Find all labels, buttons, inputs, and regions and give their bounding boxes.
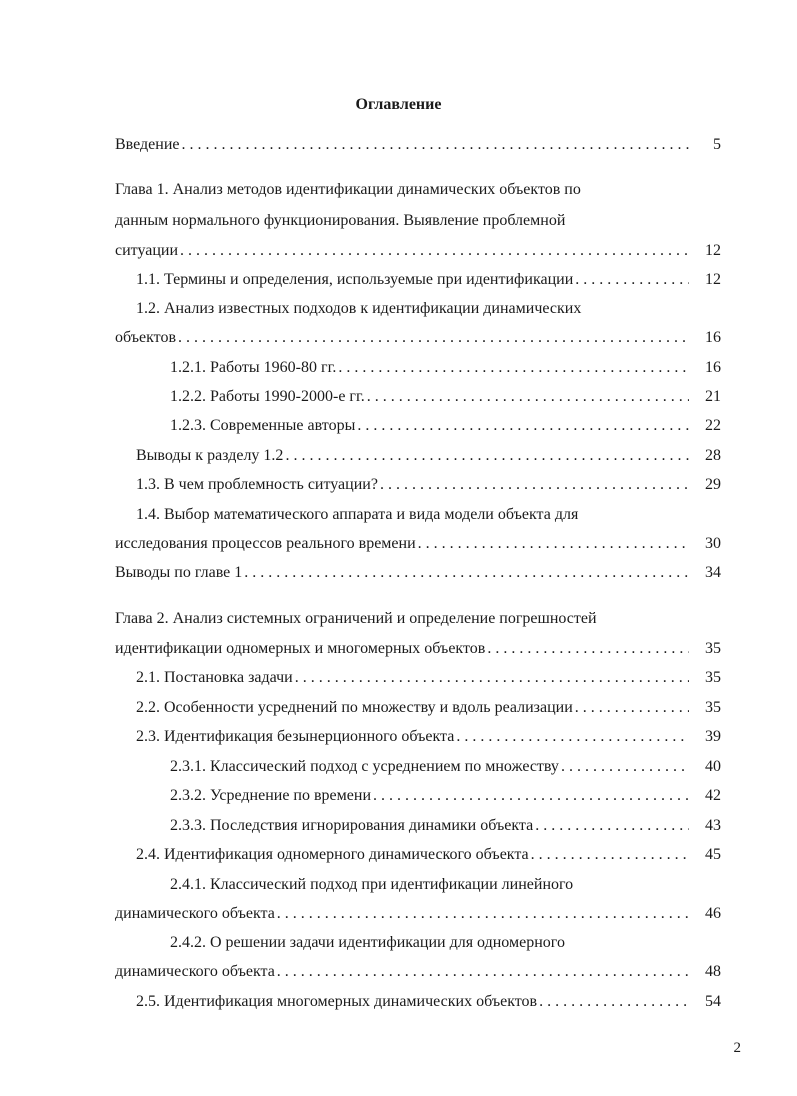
toc-entry-conclusions-1-2[interactable] <box>136 444 721 466</box>
toc-entry-1-1[interactable] <box>136 268 721 290</box>
dot-leader <box>380 475 689 495</box>
entry-page: 46 <box>705 905 721 922</box>
toc-entry-1-2-2[interactable] <box>170 385 721 407</box>
dot-leader <box>277 962 689 982</box>
entry-page: 35 <box>705 640 721 657</box>
entry-title: Выводы по главе 1 <box>115 564 243 581</box>
toc-entry-chapter-2-line-2[interactable] <box>115 637 721 659</box>
entry-page: 43 <box>705 817 721 834</box>
dot-leader <box>487 639 689 659</box>
entry-title: 2.4. Идентификация одномерного динамического объекта <box>136 846 529 863</box>
toc-entry-1-2-line-2[interactable] <box>115 326 721 348</box>
dot-leader <box>418 534 689 554</box>
toc-entry-2-3-3[interactable] <box>170 814 721 836</box>
entry-page: 12 <box>705 271 721 288</box>
dot-leader <box>285 446 689 466</box>
toc-entry-1-2-line-1[interactable] <box>136 297 637 319</box>
dot-leader <box>277 904 689 924</box>
entry-page: 35 <box>705 669 721 686</box>
toc-entry-2-4[interactable] <box>136 843 721 865</box>
entry-page: 12 <box>705 242 721 259</box>
entry-page: 42 <box>705 787 721 804</box>
entry-page: 16 <box>705 329 721 346</box>
entry-title: Выводы к разделу 1.2 <box>136 447 284 464</box>
toc-entry-2-3-1[interactable] <box>170 755 721 777</box>
toc-entry-1-2-1[interactable] <box>170 356 721 378</box>
entry-page: 54 <box>705 993 721 1010</box>
dot-leader <box>575 270 689 290</box>
entry-title: 1.2.1. Работы 1960-80 гг. <box>170 359 337 376</box>
entry-title: 1.3. В чем проблемность ситуации? <box>136 476 378 493</box>
entry-page: 48 <box>705 963 721 980</box>
dot-leader <box>373 786 689 806</box>
toc-entry-2-4-2-line-2[interactable] <box>115 960 721 982</box>
dot-leader <box>180 241 689 261</box>
entry-title: идентификации одномерных и многомерных объектов <box>115 640 486 657</box>
entry-title: 2.3.1. Классический подход с усреднением по множеству <box>170 758 559 775</box>
entry-title: 1.1. Термины и определения, используемые при идентификации <box>136 271 574 288</box>
entry-title: 1.2.2. Работы 1990-2000-е гг. <box>170 388 365 405</box>
entry-title: 2.5. Идентификация многомерных динамических объектов <box>136 993 538 1010</box>
entry-title: 2.2. Особенности усреднений по множеству и вдоль реализации <box>136 699 573 716</box>
entry-title: динамического объекта <box>115 963 275 980</box>
dot-leader <box>575 698 689 718</box>
entry-page: 35 <box>705 699 721 716</box>
toc-entry-introduction[interactable] <box>115 133 721 155</box>
entry-page: 29 <box>705 476 721 493</box>
entry-title: данным нормального функционирования. Выявление проблемной <box>115 212 566 229</box>
dot-leader <box>367 387 689 407</box>
dot-leader <box>178 328 689 348</box>
entry-title: 2.1. Постановка задачи <box>136 669 293 686</box>
entry-title: 2.4.2. О решении задачи идентификации для одномерного <box>170 934 565 951</box>
entry-title: объектов <box>115 329 177 346</box>
entry-title: 2.3.2. Усреднение по времени <box>170 787 371 804</box>
dot-leader <box>338 358 689 378</box>
toc-entry-2-3-2[interactable] <box>170 784 721 806</box>
entry-title: 1.4. Выбор математического аппарата и вида модели объекта для <box>136 506 579 523</box>
entry-title: 2.3. Идентификация безынерционного объекта <box>136 728 455 745</box>
toc-entry-2-2[interactable] <box>136 696 721 718</box>
toc-entry-2-1[interactable] <box>136 666 721 688</box>
page-title: Оглавление <box>355 96 442 113</box>
entry-title: Введение <box>115 136 180 153</box>
toc-entry-chapter-2-line-1[interactable] <box>115 607 637 629</box>
toc-entry-chapter-1-line-3[interactable] <box>115 239 721 261</box>
dot-leader <box>531 845 689 865</box>
dot-leader <box>357 416 689 436</box>
toc-entry-2-4-2-line-1[interactable] <box>170 931 637 953</box>
entry-page: 21 <box>705 388 721 405</box>
entry-page: 45 <box>705 846 721 863</box>
entry-title: 2.4.1. Классический подход при идентификации линейного <box>170 876 574 893</box>
entry-page: 5 <box>713 136 721 153</box>
page-number: 2 <box>733 1040 741 1056</box>
toc-entry-1-4-line-1[interactable] <box>136 503 637 525</box>
dot-leader <box>535 816 689 836</box>
entry-title: динамического объекта <box>115 905 275 922</box>
entry-title: исследования процессов реального времени <box>115 535 416 552</box>
toc-entry-2-4-1-line-1[interactable] <box>170 873 637 895</box>
entry-title: Глава 2. Анализ системных ограничений и определение погрешностей <box>115 610 597 627</box>
entry-title: 2.3.3. Последствия игнорирования динамики объекта <box>170 817 534 834</box>
entry-page: 28 <box>705 447 721 464</box>
entry-page: 39 <box>705 728 721 745</box>
entry-page: 34 <box>705 564 721 581</box>
entry-page: 22 <box>705 417 721 434</box>
toc-entry-2-3[interactable] <box>136 725 721 747</box>
entry-page: 16 <box>705 359 721 376</box>
entry-title: Глава 1. Анализ методов идентификации динамических объектов по <box>115 181 581 198</box>
toc-entry-1-4-line-2[interactable] <box>115 532 721 554</box>
dot-leader <box>456 727 689 747</box>
toc-entry-conclusions-chapter-1[interactable] <box>115 561 721 583</box>
toc-entry-1-2-3[interactable] <box>170 414 721 436</box>
entry-page: 30 <box>705 535 721 552</box>
entry-page: 40 <box>705 758 721 775</box>
dot-leader <box>295 668 689 688</box>
toc-entry-2-4-1-line-2[interactable] <box>115 902 721 924</box>
dot-leader <box>561 757 689 777</box>
entry-title: ситуации <box>115 242 179 259</box>
dot-leader <box>244 563 689 583</box>
entry-title: 1.2. Анализ известных подходов к идентификации динамических <box>136 300 582 317</box>
toc-entry-2-5[interactable] <box>136 990 721 1012</box>
entry-title: 1.2.3. Современные авторы <box>170 417 356 434</box>
toc-entry-1-3[interactable] <box>136 473 721 495</box>
dot-leader <box>539 992 689 1012</box>
dot-leader <box>182 135 690 155</box>
toc-entry-chapter-1-line-2[interactable] <box>115 209 637 231</box>
toc-entry-chapter-1-line-1[interactable] <box>115 178 637 200</box>
